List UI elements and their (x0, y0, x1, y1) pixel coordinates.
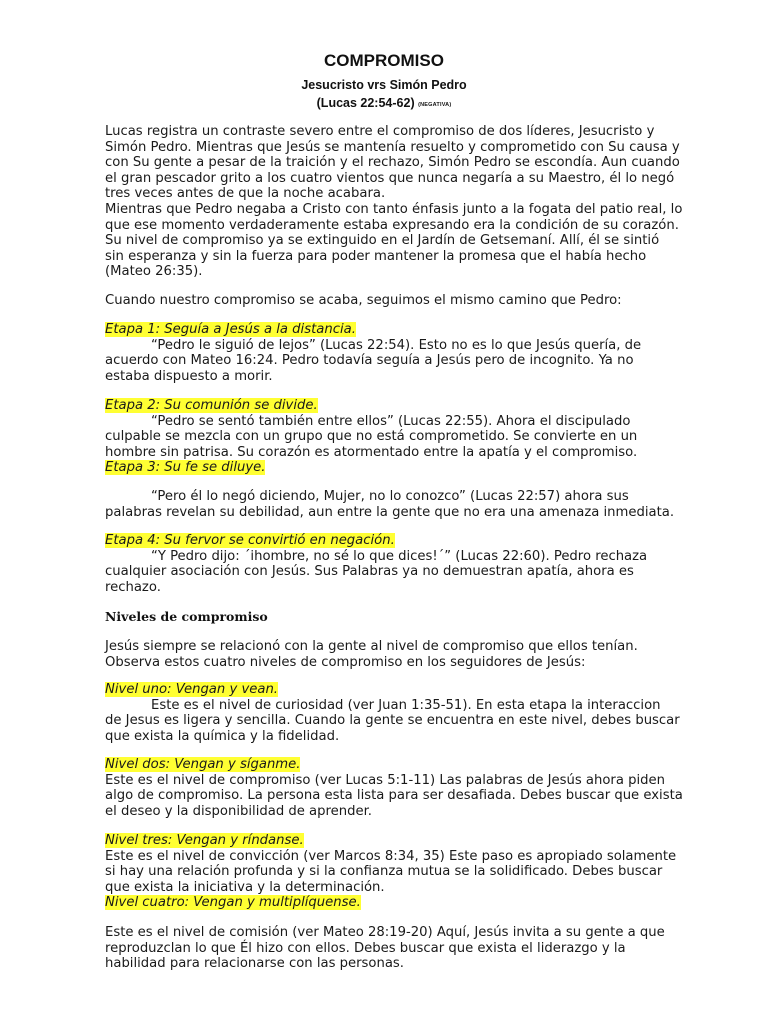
nivel-heading: Nivel tres: Vengan y ríndanse. (105, 833, 304, 848)
intro-line: el gran pescador grito a los cuatro vientos que nunca negaría a su Maestro, él lo negó (105, 170, 675, 186)
nivel-line: de Jesus es ligera y sencilla. Cuando la gente se encuentra en este nivel, debes buscar (105, 713, 680, 729)
intro-line: que ese momento verdaderamente estaba expresando era la condición de su corazón. (105, 217, 679, 233)
nivel-line: si hay una relación profunda y si la confianza mutua se la solidificado. Debes buscar (105, 864, 663, 880)
etapa-2 (105, 398, 665, 460)
intro-line: Simón Pedro. Mientras que Jesús se mantenía resuelto y comprometido con Su causa y (105, 139, 680, 155)
nivel-line: reproduzclan lo que Él hizo con ellos. Debes buscar que exista el liderazgo y la (105, 940, 626, 956)
niveles-intro (105, 639, 665, 670)
intro-line: (Mateo 26:35). (105, 264, 203, 280)
etapa-line: “Pedro le siguió de lejos” (Lucas 22:54). Esto no es lo que Jesús quería, de (151, 337, 642, 353)
etapa-line: rechazo. (105, 579, 161, 595)
etapa-line: hombre sin patrisa. Su corazón es atormentado entre la apatía y el compromiso. (105, 444, 638, 460)
nivel-line: Este es el nivel de convicción (ver Marcos 8:34, 35) Este paso es apropiado solamente (105, 848, 677, 864)
etapa-line: “Y Pedro dijo: ´ihombre, no sé lo que dices!´” (Lucas 22:60). Pedro rechaza (151, 548, 648, 564)
intro-line: Mientras que Pedro negaba a Cristo con tanto énfasis junto a la fogata del patio real, lo (105, 201, 683, 217)
nivel-line: el deseo y la disponibilidad de aprender. (105, 803, 372, 819)
nivel-line: algo de compromiso. La persona esta lista para ser desafiada. Debes buscar que exista (105, 788, 683, 804)
doc-reference (0, 95, 768, 113)
doc-reference-text: (Lucas 22:54-62) (316, 96, 415, 110)
etapa-heading: Etapa 4: Su fervor se convirtió en negación. (105, 533, 395, 548)
nivel-2 (105, 757, 683, 819)
nivel-4-body (105, 925, 665, 972)
nivel-line: que exista la química y la fidelidad. (105, 728, 340, 744)
etapa-line: “Pero él lo negó diciendo, Mujer, no lo conozco” (Lucas 22:57) ahora sus (151, 489, 629, 504)
niveles-intro-line: Observa estos cuatro niveles de compromiso en los seguidores de Jesús: (105, 654, 586, 670)
section-title: Niveles de compromiso (105, 609, 268, 624)
etapa-4 (105, 533, 665, 595)
nivel-line: Este es el nivel de curiosidad (ver Juan 1:35-51). En esta etapa la interaccion (151, 697, 661, 713)
intro-line: Su nivel de compromiso ya se extinguido en el Jardín de Getsemaní. Allí, él se sintió (105, 233, 660, 249)
nivel-heading: Nivel uno: Vengan y vean. (105, 682, 278, 697)
intro-follow (105, 293, 665, 309)
nivel-heading: Nivel cuatro: Vengan y multiplíquense. (105, 895, 361, 911)
etapa-heading: Etapa 1: Seguía a Jesús a la distancia. (105, 322, 356, 337)
etapa-line: culpable se mezcla con un grupo que no está comprometido. Se convierte en un (105, 429, 638, 445)
nivel-line: habilidad para relacionarse con las personas. (105, 956, 404, 972)
etapa-line: “Pedro se sentó también entre ellos” (Lucas 22:55). Ahora el discipulado (151, 413, 631, 429)
etapa-line: acuerdo con Mateo 16:24. Pedro todavía seguía a Jesús pero de incognito. Ya no (105, 353, 634, 369)
intro-paragraph (105, 124, 683, 280)
etapa-line: palabras revelan su debilidad, aun entre la gente que no era una amenaza inmediata. (105, 504, 675, 520)
etapa-heading: Etapa 3: Su fe se diluye. (105, 460, 266, 475)
nivel-1 (105, 682, 680, 744)
niveles-intro-line: Jesús siempre se relacionó con la gente al nivel de compromiso que ellos tenían. (105, 639, 638, 654)
etapa-heading: Etapa 2: Su comunión se divide. (105, 398, 318, 413)
etapa-line: cualquier asociación con Jesús. Sus Palabras ya no demuestran apatía, ahora es (105, 564, 634, 580)
etapa-line: estaba dispuesto a morir. (105, 368, 273, 384)
doc-reference-note: (NEGATIVA) (418, 102, 452, 108)
intro-line: con Su gente a pesar de la traición y el rechazo, Simón Pedro se escondía. Aun cuando (105, 155, 680, 171)
intro-line: sin esperanza y sin la fuerza para poder mantener la promesa que el había hecho (105, 248, 647, 264)
etapa-3-body (105, 489, 675, 520)
nivel-heading: Nivel dos: Vengan y síganme. (105, 757, 301, 772)
nivel-line: Este es el nivel de compromiso (ver Lucas 5:1-11) Las palabras de Jesús ahora piden (105, 772, 665, 788)
intro-follow-text: Cuando nuestro compromiso se acaba, seguimos el mismo camino que Pedro: (105, 293, 622, 308)
doc-title: COMPROMISO (324, 51, 444, 70)
intro-line: tres veces antes de que la noche acabara. (105, 186, 386, 202)
etapa-3 (105, 460, 665, 476)
nivel-line: Este es el nivel de comisión (ver Mateo 28:19-20) Aquí, Jesús invita a su gente a que (105, 925, 665, 940)
nivel-3 (105, 833, 677, 911)
nivel-line: que exista la iniciativa y la determinación. (105, 879, 385, 895)
intro-line: Lucas registra un contraste severo entre el compromiso de dos líderes, Jesucristo y (105, 124, 655, 139)
doc-subtitle: Jesucristo vrs Simón Pedro (301, 78, 467, 92)
etapa-1 (105, 322, 665, 384)
